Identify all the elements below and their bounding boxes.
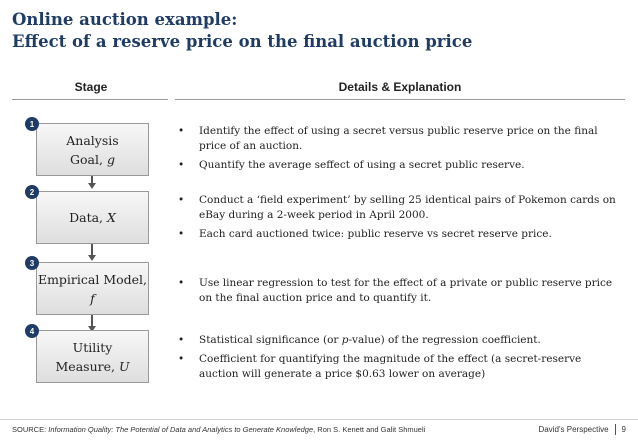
perspective-label: David’s Perspective: [538, 425, 609, 434]
stage-3-box: [36, 262, 149, 315]
stage-3-label: Empirical Model,: [37, 271, 148, 287]
slide-title-line2: Effect of a reserve price on the final auction price: [12, 32, 473, 51]
source-citation: SOURCE: Information Quality: The Potential of Data and Analytics to Generate Knowledge, Ron S. Kenett and Galit Shmueli: [12, 425, 426, 434]
stage-2-number-badge: 2: [25, 185, 39, 199]
footer-right: [538, 424, 626, 435]
stage-3-number-badge: 3: [25, 256, 39, 270]
list-item: • Use linear regression to test for the effect of a private or public reserve price on the final auction price and to quantify it.: [177, 276, 617, 306]
details-list-stage-3: [177, 276, 617, 310]
stage-2-label: Data, X: [69, 210, 116, 225]
footer-separator: [615, 424, 616, 435]
list-item: • Conduct a ‘field experiment’ by selling 25 identical pairs of Pokemon cards on eBay during a 2-week period in April 2000.: [177, 193, 617, 223]
details-list-stage-2: [177, 193, 617, 246]
stage-4-number-badge: 4: [25, 324, 39, 338]
stage-3-sublabel: f: [90, 290, 95, 306]
stage-column-header: Stage: [74, 80, 108, 94]
stage-header-rule: [12, 99, 168, 100]
details-column-header: Details & Explanation: [338, 80, 462, 94]
stage-2-box: [36, 191, 149, 244]
footer-divider: [0, 419, 638, 420]
stage-1-number-badge: 1: [25, 117, 39, 131]
details-header-rule: [175, 99, 625, 100]
list-item: • Statistical significance (or p-value) of the regression coefficient.: [177, 333, 617, 348]
slide-title: [12, 9, 622, 53]
list-item: • Coefficient for quantifying the magnitude of the effect (a secret-reserve auction will generate a price $0.63 lower on average): [177, 352, 617, 382]
stage-1-label: Analysis: [66, 132, 119, 148]
stage-1-box: [36, 123, 149, 176]
arrow-stage-2-to-3: [91, 244, 93, 256]
details-list-stage-1: [177, 124, 617, 177]
stage-4-label: Utility: [72, 339, 113, 355]
list-item: • Identify the effect of using a secret versus public reserve price on the final price of an auction.: [177, 124, 617, 154]
stage-1-sublabel: Goal, g: [70, 151, 115, 167]
stage-4-sublabel: Measure, U: [55, 358, 130, 374]
stage-4-box: [36, 330, 149, 383]
page-number: 9: [621, 425, 626, 434]
arrow-stage-1-to-2: [91, 176, 93, 184]
slide-title-line1: Online auction example:: [12, 10, 238, 29]
details-list-stage-4: [177, 333, 617, 386]
arrow-stage-3-to-4: [91, 315, 93, 327]
list-item: • Each card auctioned twice: public reserve vs secret reserve price.: [177, 227, 617, 242]
list-item: • Quantify the average seffect of using a secret public reserve.: [177, 158, 617, 173]
